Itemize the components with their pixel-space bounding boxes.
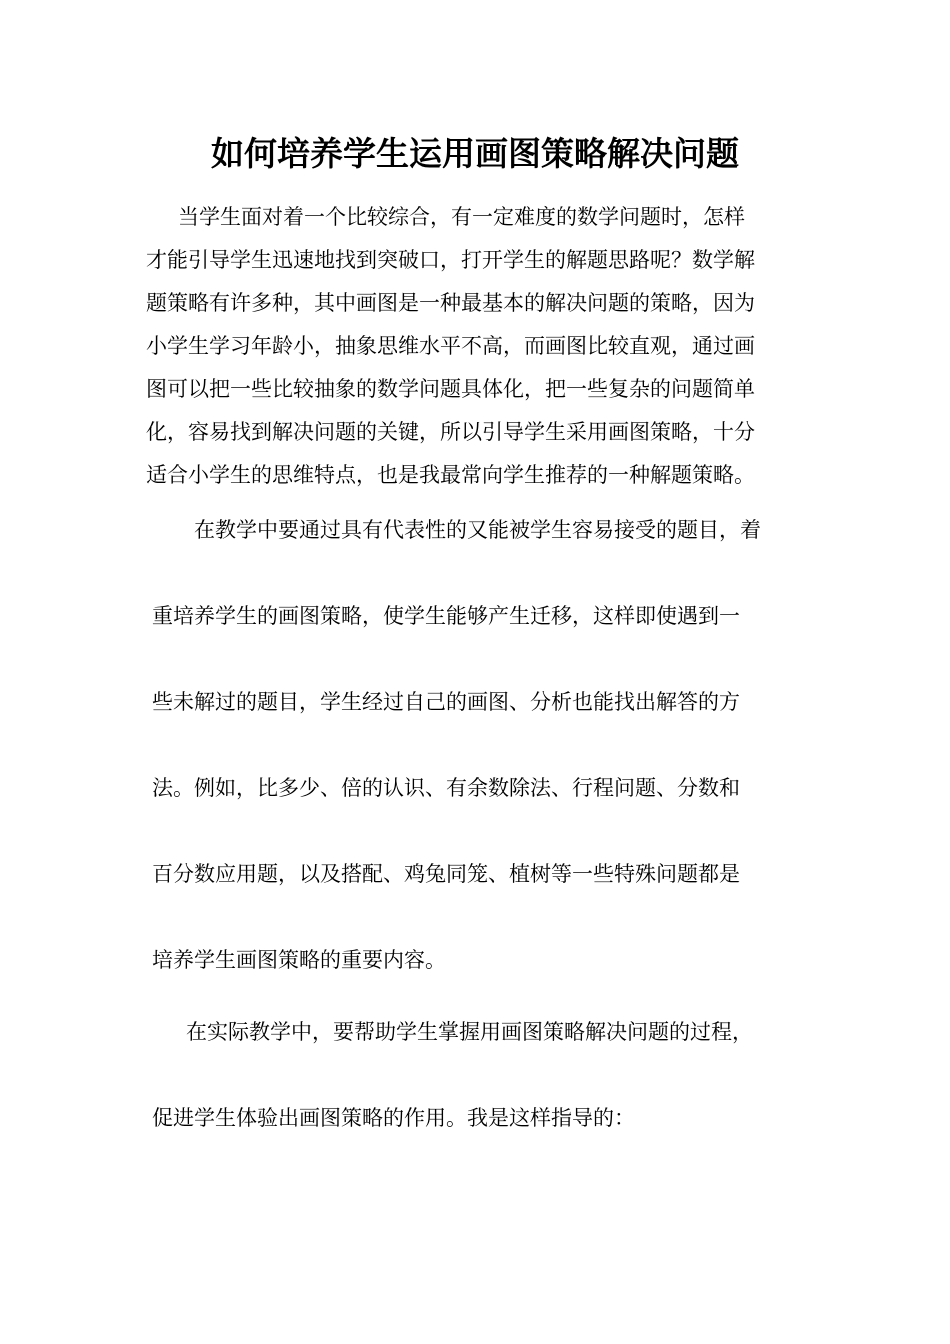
paragraph-2	[152, 508, 812, 1024]
paragraph-line: 小学生学习年龄小，抽象思维水平不高，而画图比较直观，通过画	[146, 334, 755, 358]
paragraph-line: 培养学生画图策略的重要内容。	[152, 948, 446, 972]
paragraph-line: 题策略有许多种，其中画图是一种最基本的解决问题的策略，因为	[146, 291, 755, 315]
paragraph-line: 适合小学生的思维特点，也是我最常向学生推荐的一种解题策略。	[146, 463, 755, 487]
document-title: 如何培养学生运用画图策略解决问题	[211, 134, 739, 173]
paragraph-line: 法。例如，比多少、倍的认识、有余数除法、行程问题、分数和	[152, 776, 740, 800]
paragraph-line: 些未解过的题目，学生经过自己的画图、分析也能找出解答的方	[152, 690, 740, 714]
paragraph-line: 化，容易找到解决问题的关键，所以引导学生采用画图策略，十分	[146, 420, 755, 444]
paragraph-line: 当学生面对着一个比较综合，有一定难度的数学问题时，怎样	[178, 205, 745, 229]
paragraph-line: 重培养学生的画图策略，使学生能够产生迁移，这样即使遇到一	[152, 604, 740, 628]
paragraph-1	[146, 196, 802, 497]
paragraph-line: 才能引导学生迅速地找到突破口，打开学生的解题思路呢？数学解	[146, 248, 755, 272]
paragraph-line: 在实际教学中，要帮助学生掌握用画图策略解决问题的过程，	[186, 1020, 753, 1044]
paragraph-line: 在教学中要通过具有代表性的又能被学生容易接受的题目，着	[194, 518, 761, 542]
paragraph-line: 促进学生体验出画图策略的作用。我是这样指导的：	[152, 1106, 635, 1130]
paragraph-line: 百分数应用题，以及搭配、鸡兔同笼、植树等一些特殊问题都是	[152, 862, 740, 886]
paragraph-line: 图可以把一些比较抽象的数学问题具体化，把一些复杂的问题简单	[146, 377, 755, 401]
paragraph-3	[152, 1010, 812, 1182]
